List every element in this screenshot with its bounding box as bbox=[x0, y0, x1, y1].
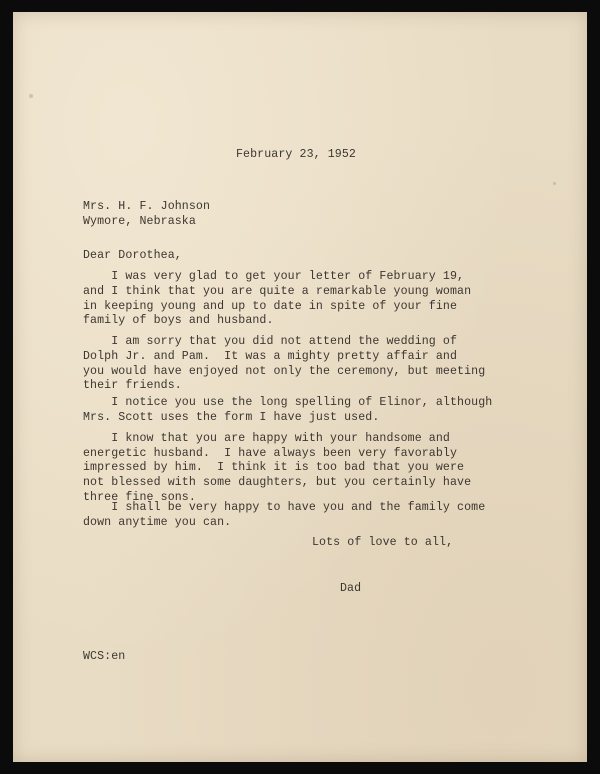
closing: Lots of love to all, bbox=[312, 536, 454, 549]
paragraph-1-line-4: family of boys and husband. bbox=[83, 314, 274, 327]
paragraph-2-line-4: their friends. bbox=[83, 379, 182, 392]
paragraph-3-line-2: Mrs. Scott uses the form I have just used. bbox=[83, 411, 380, 424]
paragraph-2-line-3: you would have enjoyed not only the ceremony, but meeting bbox=[83, 365, 486, 378]
paragraph-2-line-2: Dolph Jr. and Pam. It was a mighty pretty affair and bbox=[83, 350, 458, 363]
signature: Dad bbox=[340, 582, 362, 595]
paragraph-1-line-1: I was very glad to get your letter of February 19, bbox=[83, 270, 465, 283]
paragraph-1-line-3: in keeping young and up to date in spite of your fine bbox=[83, 300, 458, 313]
paragraph-5-line-2: down anytime you can. bbox=[83, 516, 232, 529]
paragraph-5-line-1: I shall be very happy to have you and the family come bbox=[83, 501, 486, 514]
paper-stain bbox=[553, 182, 556, 185]
paragraph-2-line-1: I am sorry that you did not attend the wedding of bbox=[83, 335, 458, 348]
paragraph-4-line-3: impressed by him. I think it is too bad that you were bbox=[83, 461, 465, 474]
reference-initials: WCS:en bbox=[83, 650, 126, 663]
letter-page bbox=[13, 12, 587, 762]
recipient-name: Mrs. H. F. Johnson bbox=[83, 200, 211, 213]
letter-date: February 23, 1952 bbox=[236, 148, 356, 161]
paragraph-3-line-1: I notice you use the long spelling of Elinor, although bbox=[83, 396, 493, 409]
paragraph-4-line-1: I know that you are happy with your handsome and bbox=[83, 432, 450, 445]
paragraph-1-line-2: and I think that you are quite a remarkable young woman bbox=[83, 285, 472, 298]
paragraph-4-line-2: energetic husband. I have always been very favorably bbox=[83, 447, 458, 460]
paper-stain bbox=[29, 94, 33, 98]
recipient-address: Wymore, Nebraska bbox=[83, 215, 196, 228]
paragraph-4-line-4: not blessed with some daughters, but you certainly have bbox=[83, 476, 472, 489]
salutation: Dear Dorothea, bbox=[83, 249, 182, 262]
paragraph-4-line-5: three fine sons. bbox=[83, 491, 196, 504]
